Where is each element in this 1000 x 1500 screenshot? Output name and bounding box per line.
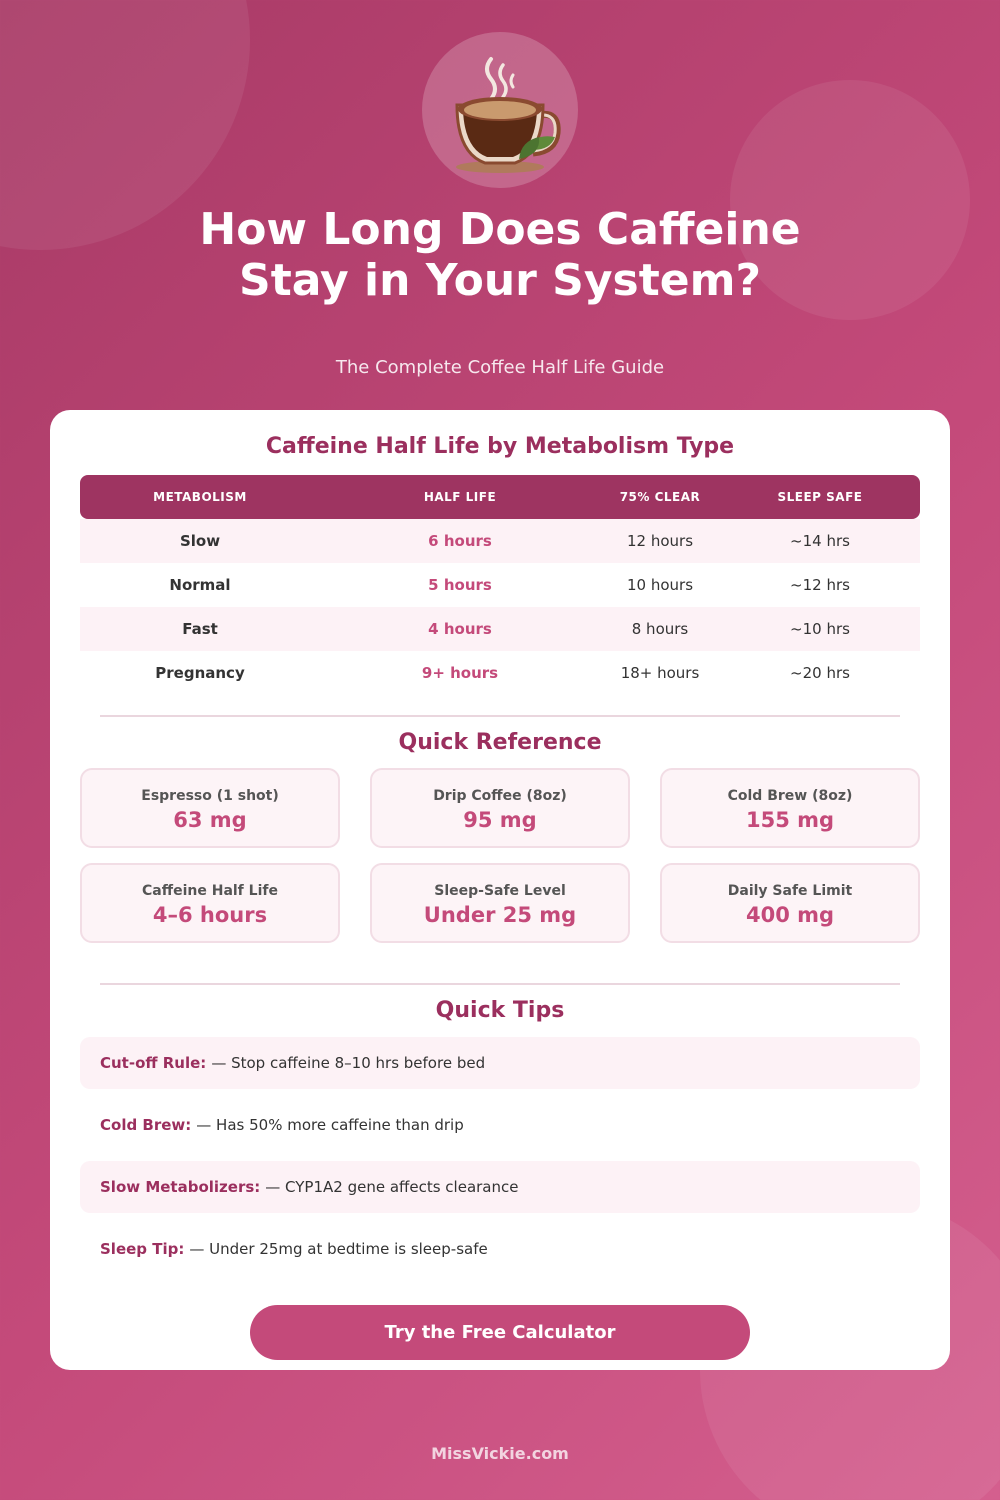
reference-value: 155 mg [745,808,835,832]
title-line-1: How Long Does Caffeine [199,204,801,255]
table-cell: 4 hours [428,620,492,638]
table-cell: 5 hours [428,576,492,594]
table-row [80,519,920,563]
table-cell: Normal [169,576,231,594]
reference-section-title: Quick Reference [398,730,602,755]
table-cell: 10 hours [626,576,694,594]
page-title [0,204,1000,306]
reference-label: Caffeine Half Life [142,883,278,899]
reference-label: Espresso (1 shot) [141,788,279,804]
tip-text: — Has 50% more caffeine than drip [196,1116,464,1134]
reference-value: 95 mg [463,808,537,832]
tip-text: — Stop caffeine 8–10 hrs before bed [211,1054,486,1072]
tip-item [80,1099,920,1151]
footer-site-link[interactable]: MissVickie.com [431,1444,569,1463]
tip-text: — Under 25mg at bedtime is sleep-safe [189,1240,488,1258]
table-cell: 8 hours [631,620,689,638]
page-subtitle: The Complete Coffee Half Life Guide [335,357,665,378]
reference-label: Cold Brew (8oz) [727,788,853,804]
content-card [50,410,950,1370]
table-header-row [80,475,920,519]
reference-card [660,768,920,848]
section-divider [100,715,900,717]
reference-card [80,768,340,848]
table-cell: 12 hours [626,532,694,550]
tip-item [80,1161,920,1213]
column-header: METABOLISM [153,490,247,504]
tip-label: Sleep Tip: [100,1240,185,1258]
table-cell: Fast [182,620,218,638]
reference-value: 4–6 hours [152,903,268,927]
reference-label: Sleep-Safe Level [434,883,566,899]
table-cell: ~20 hrs [790,664,850,682]
tip-item [80,1223,920,1275]
table-cell: ~14 hrs [790,532,850,550]
reference-card [80,863,340,943]
column-header: SLEEP SAFE [777,490,863,504]
table-section-title: Caffeine Half Life by Metabolism Type [265,434,735,459]
table-cell: 6 hours [428,532,492,550]
table-cell: ~10 hrs [790,620,850,638]
tips-section-title: Quick Tips [435,998,565,1023]
table-cell: Pregnancy [155,664,245,682]
table-cell: 18+ hours [620,664,700,682]
section-divider [100,983,900,985]
try-calculator-button[interactable]: Try the Free Calculator [250,1305,750,1360]
half-life-table [80,475,920,695]
column-header: 75% CLEAR [619,490,701,504]
reference-value: Under 25 mg [423,903,577,927]
table-cell: ~12 hrs [790,576,850,594]
coffee-cup-icon [422,32,578,188]
tip-item [80,1037,920,1089]
table-row [80,563,920,607]
tip-text: — CYP1A2 gene affects clearance [265,1178,519,1196]
column-header: HALF LIFE [423,490,497,504]
reference-card [370,768,630,848]
reference-value: 63 mg [173,808,247,832]
title-line-2: Stay in Your System? [239,255,761,306]
tip-label: Cold Brew: [100,1116,192,1134]
table-cell: Slow [179,532,221,550]
reference-label: Drip Coffee (8oz) [433,788,567,804]
reference-card [370,863,630,943]
reference-value: 400 mg [745,903,835,927]
reference-label: Daily Safe Limit [727,883,853,899]
table-row [80,651,920,695]
table-cell: 9+ hours [421,664,499,682]
tip-label: Cut-off Rule: [100,1054,207,1072]
tip-label: Slow Metabolizers: [100,1178,261,1196]
reference-card [660,863,920,943]
table-row [80,607,920,651]
